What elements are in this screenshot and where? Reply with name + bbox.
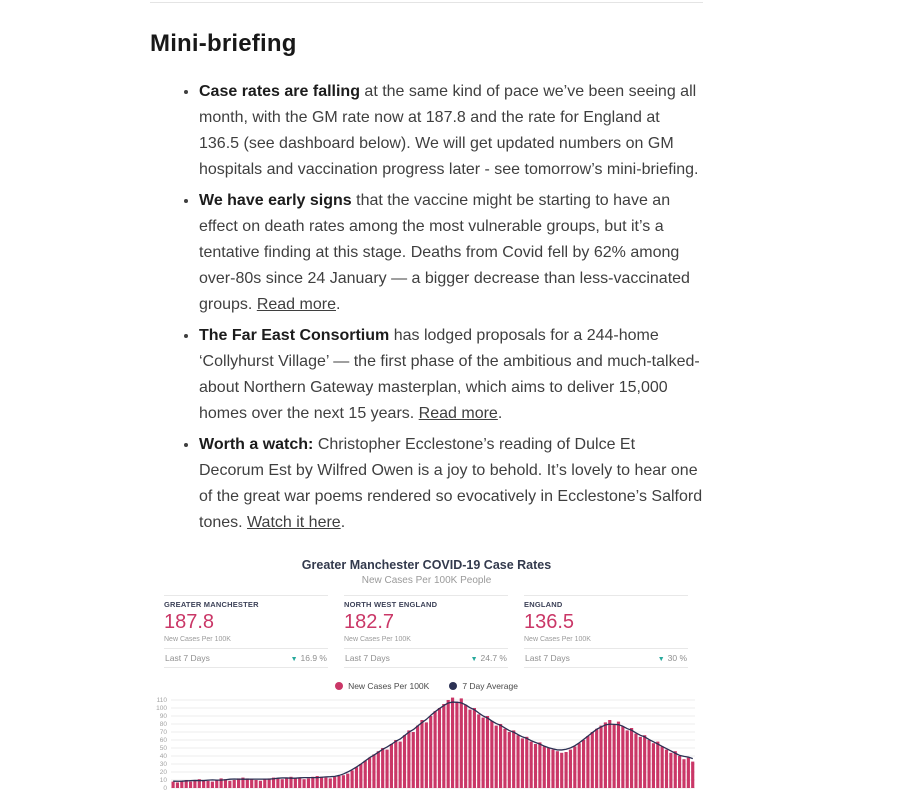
stat-card-greater-manchester xyxy=(164,595,328,668)
top-divider xyxy=(150,2,703,3)
stat-card-england xyxy=(524,595,688,668)
svg-text:100: 100 xyxy=(156,705,167,713)
svg-text:70: 70 xyxy=(159,729,167,737)
briefing-item-text: at the same kind of pace we’ve been seeing all month, with the GM rate now at 187.8 and the rate for England at 136.5 (see dashboard below). We will get updated numbers on GM hospitals and vaccination progress later - see tomorrow’s mini-briefing. xyxy=(199,83,699,178)
briefing-item-lead: The Far East Consortium xyxy=(199,327,390,344)
briefing-item-tail: . xyxy=(497,405,503,422)
briefing-item-text: that the vaccine might be starting to have an effect on death rates among the most vulnerable groups, but it’s a tentative finding at this stage. Deaths from Covid fell by 62% among over-80s since 24 January — a bigger decrease than less-vaccinated groups. xyxy=(199,192,690,313)
stat-card-top xyxy=(344,600,508,649)
stat-card-period: Last 7 Days xyxy=(525,653,570,663)
read-more-link[interactable]: Read more xyxy=(256,296,336,313)
stat-card-top xyxy=(524,600,688,649)
delta-value: 30 % xyxy=(667,653,687,663)
briefing-item-lead: We have early signs xyxy=(199,192,352,209)
watch-link[interactable]: Watch it here xyxy=(247,514,341,531)
briefing-item xyxy=(199,79,703,183)
stat-card-delta xyxy=(471,653,507,663)
svg-text:40: 40 xyxy=(159,753,167,761)
stat-card-measure: New Cases Per 100K xyxy=(164,636,231,643)
legend-item-average xyxy=(449,681,518,691)
stat-card-north-west-england xyxy=(344,595,508,668)
svg-text:20: 20 xyxy=(159,769,167,777)
card-value: 182.7 xyxy=(344,611,395,633)
stat-card-region: ENGLAND xyxy=(524,600,563,609)
dashboard-subtitle: New Cases Per 100K People xyxy=(361,575,492,586)
briefing-item xyxy=(199,323,703,427)
delta-arrow: ▼ xyxy=(470,656,478,663)
svg-text:0: 0 xyxy=(163,785,167,793)
delta-arrow: ▼ xyxy=(290,656,298,663)
stat-card-measure: New Cases Per 100K xyxy=(524,636,591,643)
legend-label: New Cases Per 100K xyxy=(348,681,430,691)
card-value: 187.8 xyxy=(164,611,215,633)
briefing-item-lead: Case rates are falling xyxy=(199,83,360,100)
card-value: 136.5 xyxy=(524,611,575,633)
stat-card-footer xyxy=(344,649,508,668)
chart-legend xyxy=(150,681,703,691)
stat-card-delta xyxy=(291,653,327,663)
briefing-item xyxy=(199,188,703,318)
legend-dot xyxy=(335,682,343,690)
stat-card-delta xyxy=(658,653,687,663)
svg-text:30: 30 xyxy=(159,761,167,769)
stat-card-period: Last 7 Days xyxy=(345,653,390,663)
delta-arrow: ▼ xyxy=(657,656,665,663)
section-heading: Mini-briefing xyxy=(150,30,297,57)
svg-text:90: 90 xyxy=(159,713,167,721)
covid-dashboard xyxy=(150,558,703,800)
legend-label: 7 Day Average xyxy=(462,681,518,691)
briefing-item-tail: . xyxy=(340,514,346,531)
svg-text:80: 80 xyxy=(159,721,167,729)
stat-card-footer xyxy=(164,649,328,668)
dashboard-title: Greater Manchester COVID-19 Case Rates xyxy=(301,558,552,572)
read-more-link[interactable]: Read more xyxy=(418,405,498,422)
briefing-item-text: Christopher Ecclestone’s reading of Dulce Et Decorum Est by Wilfred Owen is a joy to behold. It’s lovely to hear one of the great war poems rendered so evocatively in Ecclestone’s Salford tones. xyxy=(199,436,703,531)
stat-card-measure: New Cases Per 100K xyxy=(344,636,411,643)
stat-cards-row xyxy=(164,595,688,668)
briefing-list xyxy=(150,79,703,536)
svg-text:10: 10 xyxy=(159,777,167,785)
svg-text:110: 110 xyxy=(156,697,167,705)
stat-card-footer xyxy=(524,649,688,668)
delta-value: 16.9 % xyxy=(300,653,327,663)
briefing-item-tail: . xyxy=(335,296,341,313)
case-rates-chart xyxy=(150,695,703,800)
legend-dot xyxy=(449,682,457,690)
delta-value: 24.7 % xyxy=(480,653,507,663)
newsletter-page xyxy=(150,0,703,800)
briefing-item xyxy=(199,432,703,536)
briefing-item-lead: Worth a watch: xyxy=(199,436,314,453)
legend-item-cases xyxy=(335,681,429,691)
svg-text:50: 50 xyxy=(159,745,167,753)
stat-card-top xyxy=(164,600,328,649)
briefing-item-text: has lodged proposals for a 244-home ‘Collyhurst Village’ — the first phase of the ambitious and much-talked-about Northern Gateway masterplan, which aims to deliver 15,000 homes over the next 15 years. xyxy=(199,327,700,422)
stat-card-period: Last 7 Days xyxy=(165,653,210,663)
svg-text:60: 60 xyxy=(159,737,167,745)
stat-card-region: NORTH WEST ENGLAND xyxy=(344,600,438,609)
stat-card-region: GREATER MANCHESTER xyxy=(164,600,259,609)
